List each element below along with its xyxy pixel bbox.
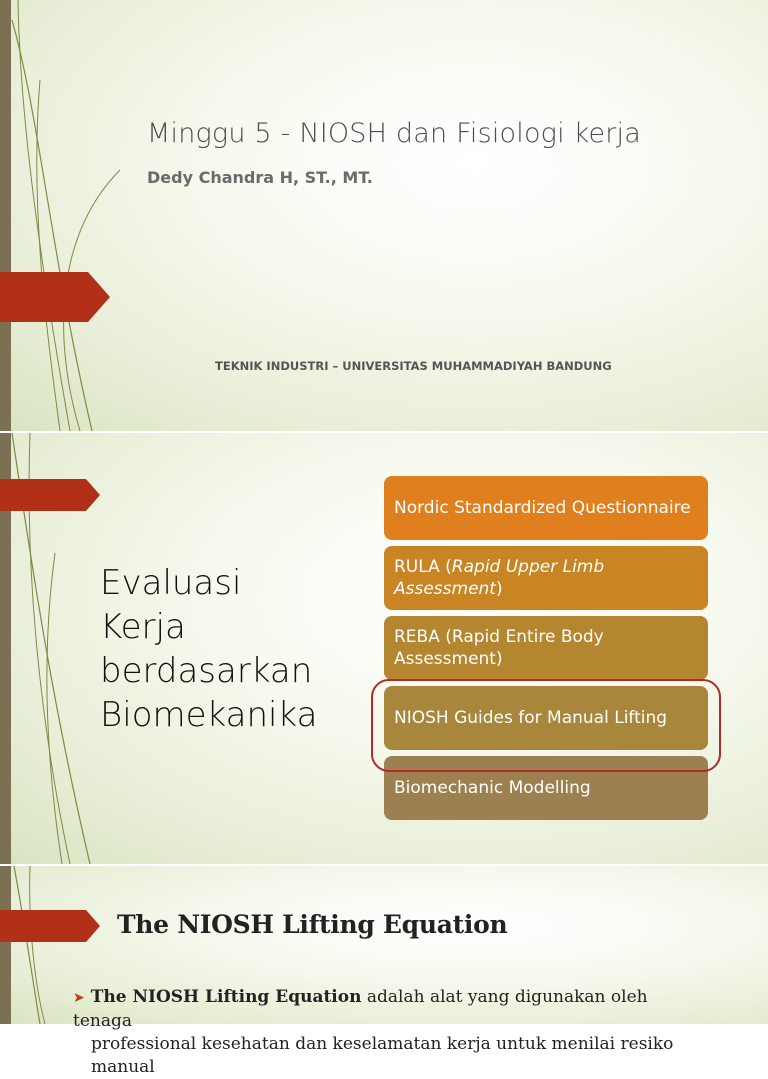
list-item-nordic [384, 476, 708, 540]
list-item-label: Biomechanic Modelling [394, 778, 591, 798]
slide-footer: TEKNIK INDUSTRI – UNIVERSITAS MUHAMMADIYAH BANDUNG [215, 359, 612, 373]
slide-3[interactable] [0, 866, 768, 1077]
slide-subtitle: Dedy Chandra H, ST., MT. [147, 168, 373, 187]
slide-title: Minggu 5 - NIOSH dan Fisiologi kerja [147, 118, 642, 149]
list-item-label: RULA (Rapid Upper Limb Assessment) [394, 557, 605, 599]
list-item-label: Nordic Standardized Questionnaire [394, 498, 691, 518]
list-item-reba [384, 616, 708, 680]
highlight-circle [371, 679, 721, 772]
red-arrow-tab [0, 910, 100, 942]
slide-1[interactable] [0, 0, 768, 431]
red-arrow-tab [0, 272, 110, 322]
red-arrow-tab [0, 479, 100, 511]
title-line: berdasarkan [100, 651, 313, 691]
list-item-rula [384, 546, 708, 610]
list-item-label: REBA (Rapid Entire Body Assessment) [394, 627, 604, 669]
title-line: Evaluasi [100, 563, 242, 603]
slide-2[interactable] [0, 433, 768, 864]
bullet-item: ➤ The NIOSH Lifting Equation adalah alat yang digunakan oleh tenaga professional kesehatan dan keselamatan kerja untuk menilai resiko manual [73, 987, 674, 1077]
list-item-label: NIOSH Guides for Manual Lifting [394, 708, 668, 728]
slide-title: The NIOSH Lifting Equation [117, 910, 508, 939]
swoosh-decoration [0, 0, 120, 431]
title-line: Biomekanika [100, 695, 318, 735]
title-line: Kerja [100, 607, 186, 647]
arrow-bullet-icon: ➤ [73, 990, 85, 1006]
slide-title [100, 561, 317, 737]
